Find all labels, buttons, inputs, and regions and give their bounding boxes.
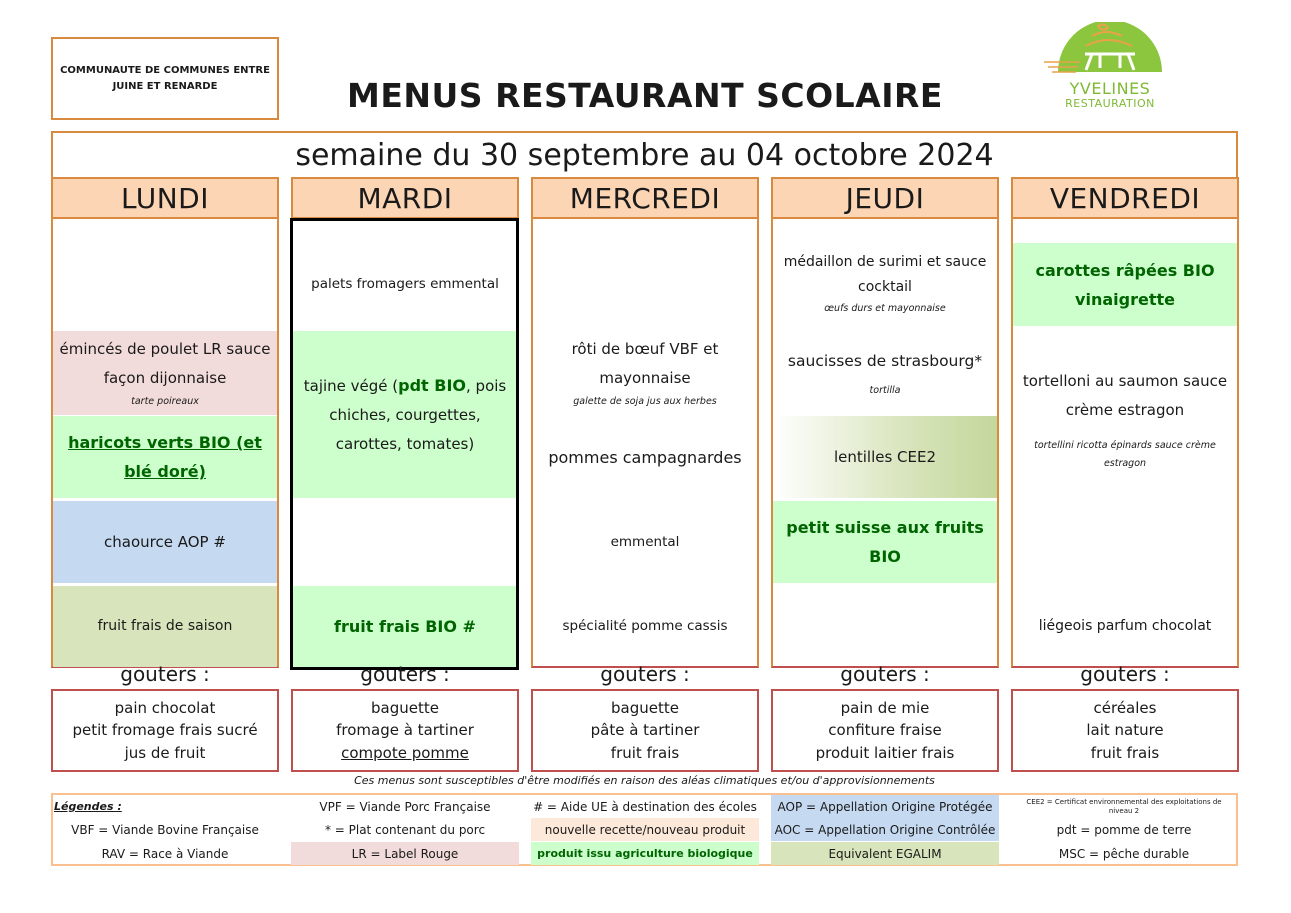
gouters-label: gouters : xyxy=(1080,662,1170,686)
mercredi-plat xyxy=(533,331,757,415)
menu-notice: Ces menus sont susceptibles d'être modifiés en raison des aléas climatiques et/ou d'approvisionnements xyxy=(354,774,935,787)
legend-label-rouge: LR = Label Rouge xyxy=(291,842,519,865)
vendredi-plat xyxy=(1013,345,1237,495)
dish-name: pommes campagnardes xyxy=(548,447,742,467)
gouters-label: gouters : xyxy=(840,662,930,686)
current-day-highlight xyxy=(290,218,519,670)
legend-nouvelle-recette: nouvelle recette/nouveau produit xyxy=(531,818,759,841)
list-item: jus de fruit xyxy=(124,743,206,762)
dish-name: émincés de poulet LR sauce façon dijonnaise xyxy=(59,340,271,387)
mercredi-laitier xyxy=(533,501,757,583)
list-item: baguette xyxy=(611,698,679,717)
legend-aoc: AOC = Appellation Origine Contrôlée xyxy=(771,818,999,841)
list-item: fruit frais xyxy=(1090,743,1160,762)
gouters-label: gouters : xyxy=(120,662,210,686)
list-item: fromage à tartiner xyxy=(336,721,474,740)
legend-pdt: pdt = pomme de terre xyxy=(1056,822,1192,837)
day-header-mardi: MARDI xyxy=(291,177,519,219)
dish-name: fruit frais BIO # xyxy=(334,617,476,636)
list-item: compote pomme xyxy=(341,743,469,762)
list-item: fruit frais xyxy=(610,743,680,762)
legend-porc: * = Plat contenant du porc xyxy=(324,822,486,837)
dish-name: palets fromagers emmental xyxy=(311,275,499,292)
gouters-lundi xyxy=(51,689,279,772)
dish-alternative: tarte poireaux xyxy=(131,396,199,407)
list-item: confiture fraise xyxy=(828,721,942,740)
day-header-mercredi: MERCREDI xyxy=(531,177,759,219)
legend-bio: produit issu agriculture biologique xyxy=(531,842,759,865)
legend-vbf: VBF = Viande Bovine Française xyxy=(71,822,259,837)
legend-vpf: VPF = Viande Porc Française xyxy=(319,799,491,814)
vendredi-dessert xyxy=(1013,586,1237,667)
gouters-vendredi xyxy=(1011,689,1239,772)
legend-aide-ue: # = Aide UE à destination des écoles xyxy=(533,799,757,814)
dish-alternative: tortilla xyxy=(869,384,901,396)
list-item: céréales xyxy=(1093,698,1157,717)
dish-alternative: œufs durs et mayonnaise xyxy=(824,303,946,314)
dish-name: saucisses de strasbourg* xyxy=(787,351,983,370)
dish-name: petit suisse aux fruits BIO xyxy=(786,518,984,566)
logo-subtext: RESTAURATION xyxy=(1065,97,1155,110)
gouters-mercredi xyxy=(531,689,759,772)
dish-name: chaource AOP # xyxy=(104,532,226,551)
dish-name: fruit frais de saison xyxy=(97,618,233,634)
day-header-jeudi: JEUDI xyxy=(771,177,999,219)
list-item: pain chocolat xyxy=(114,698,216,717)
dish-name: emmental xyxy=(610,533,680,550)
mercredi-accompagnement xyxy=(533,416,757,498)
jeudi-plat xyxy=(773,331,997,415)
bio-highlight: pdt BIO xyxy=(398,375,467,395)
page-title: MENUS RESTAURANT SCOLAIRE xyxy=(347,75,943,115)
dish-name: tajine végé (pdt BIO, pois chiches, courgettes, carottes, tomates) xyxy=(303,375,507,453)
dish-name: rôti de bœuf VBF et mayonnaise xyxy=(571,340,719,387)
lundi-plat xyxy=(53,331,277,415)
legend-title: Légendes : xyxy=(54,800,122,813)
logo-mark-icon xyxy=(1040,22,1180,82)
dish-name: haricots verts BIO (et blé doré) xyxy=(68,433,262,481)
organization-box xyxy=(51,37,279,120)
day-header-lundi: LUNDI xyxy=(51,177,279,219)
lundi-dessert xyxy=(53,586,277,667)
legend-rav: RAV = Race à Viande xyxy=(101,846,229,861)
dish-name: liégeois parfum chocolat xyxy=(1038,618,1212,634)
logo-text: YVELINES xyxy=(1069,79,1151,98)
week-label: semaine du 30 septembre au 04 octobre 2024 xyxy=(295,137,994,173)
list-item: lait nature xyxy=(1086,721,1164,740)
dish-name: médaillon de surimi et sauce cocktail xyxy=(783,254,987,295)
jeudi-accompagnement xyxy=(773,416,997,498)
dish-name: tortelloni au saumon sauce crème estragon xyxy=(1022,372,1228,419)
gouters-mardi xyxy=(291,689,519,772)
day-header-vendredi: VENDREDI xyxy=(1011,177,1239,219)
list-item: produit laitier frais xyxy=(815,743,955,762)
dish-alternative: tortellini ricotta épinards sauce crème estragon xyxy=(1034,440,1216,469)
legend-egalim: Equivalent EGALIM xyxy=(771,842,999,865)
legend-cee2: CEE2 = Certificat environnemental des exploitations de niveau 2 xyxy=(1026,797,1222,815)
gouters-label: gouters : xyxy=(600,662,690,686)
dish-name: lentilles CEE2 xyxy=(833,447,937,466)
dish-alternative: galette de soja jus aux herbes xyxy=(573,396,717,407)
lundi-laitier xyxy=(53,501,277,583)
vendredi-entree xyxy=(1013,243,1237,326)
list-item: petit fromage frais sucré xyxy=(72,721,258,740)
list-item: baguette xyxy=(371,698,439,717)
jeudi-entree xyxy=(773,241,997,327)
gouters-label: gouters : xyxy=(360,662,450,686)
list-item: pain de mie xyxy=(840,698,930,717)
dish-name: spécialité pomme cassis xyxy=(562,618,728,634)
week-title xyxy=(51,131,1238,177)
list-item: pâte à tartiner xyxy=(590,721,700,740)
gouters-jeudi xyxy=(771,689,999,772)
dish-name: carottes râpées BIO vinaigrette xyxy=(1035,260,1215,309)
lundi-accompagnement xyxy=(53,416,277,498)
mercredi-dessert xyxy=(533,586,757,667)
organization-name: COMMUNAUTE DE COMMUNES ENTRE JUINE ET RENARDE xyxy=(60,64,270,92)
legend-msc: MSC = pêche durable xyxy=(1058,846,1190,861)
jeudi-laitier xyxy=(773,501,997,583)
legend-aop: AOP = Appellation Origine Protégée xyxy=(771,795,999,818)
